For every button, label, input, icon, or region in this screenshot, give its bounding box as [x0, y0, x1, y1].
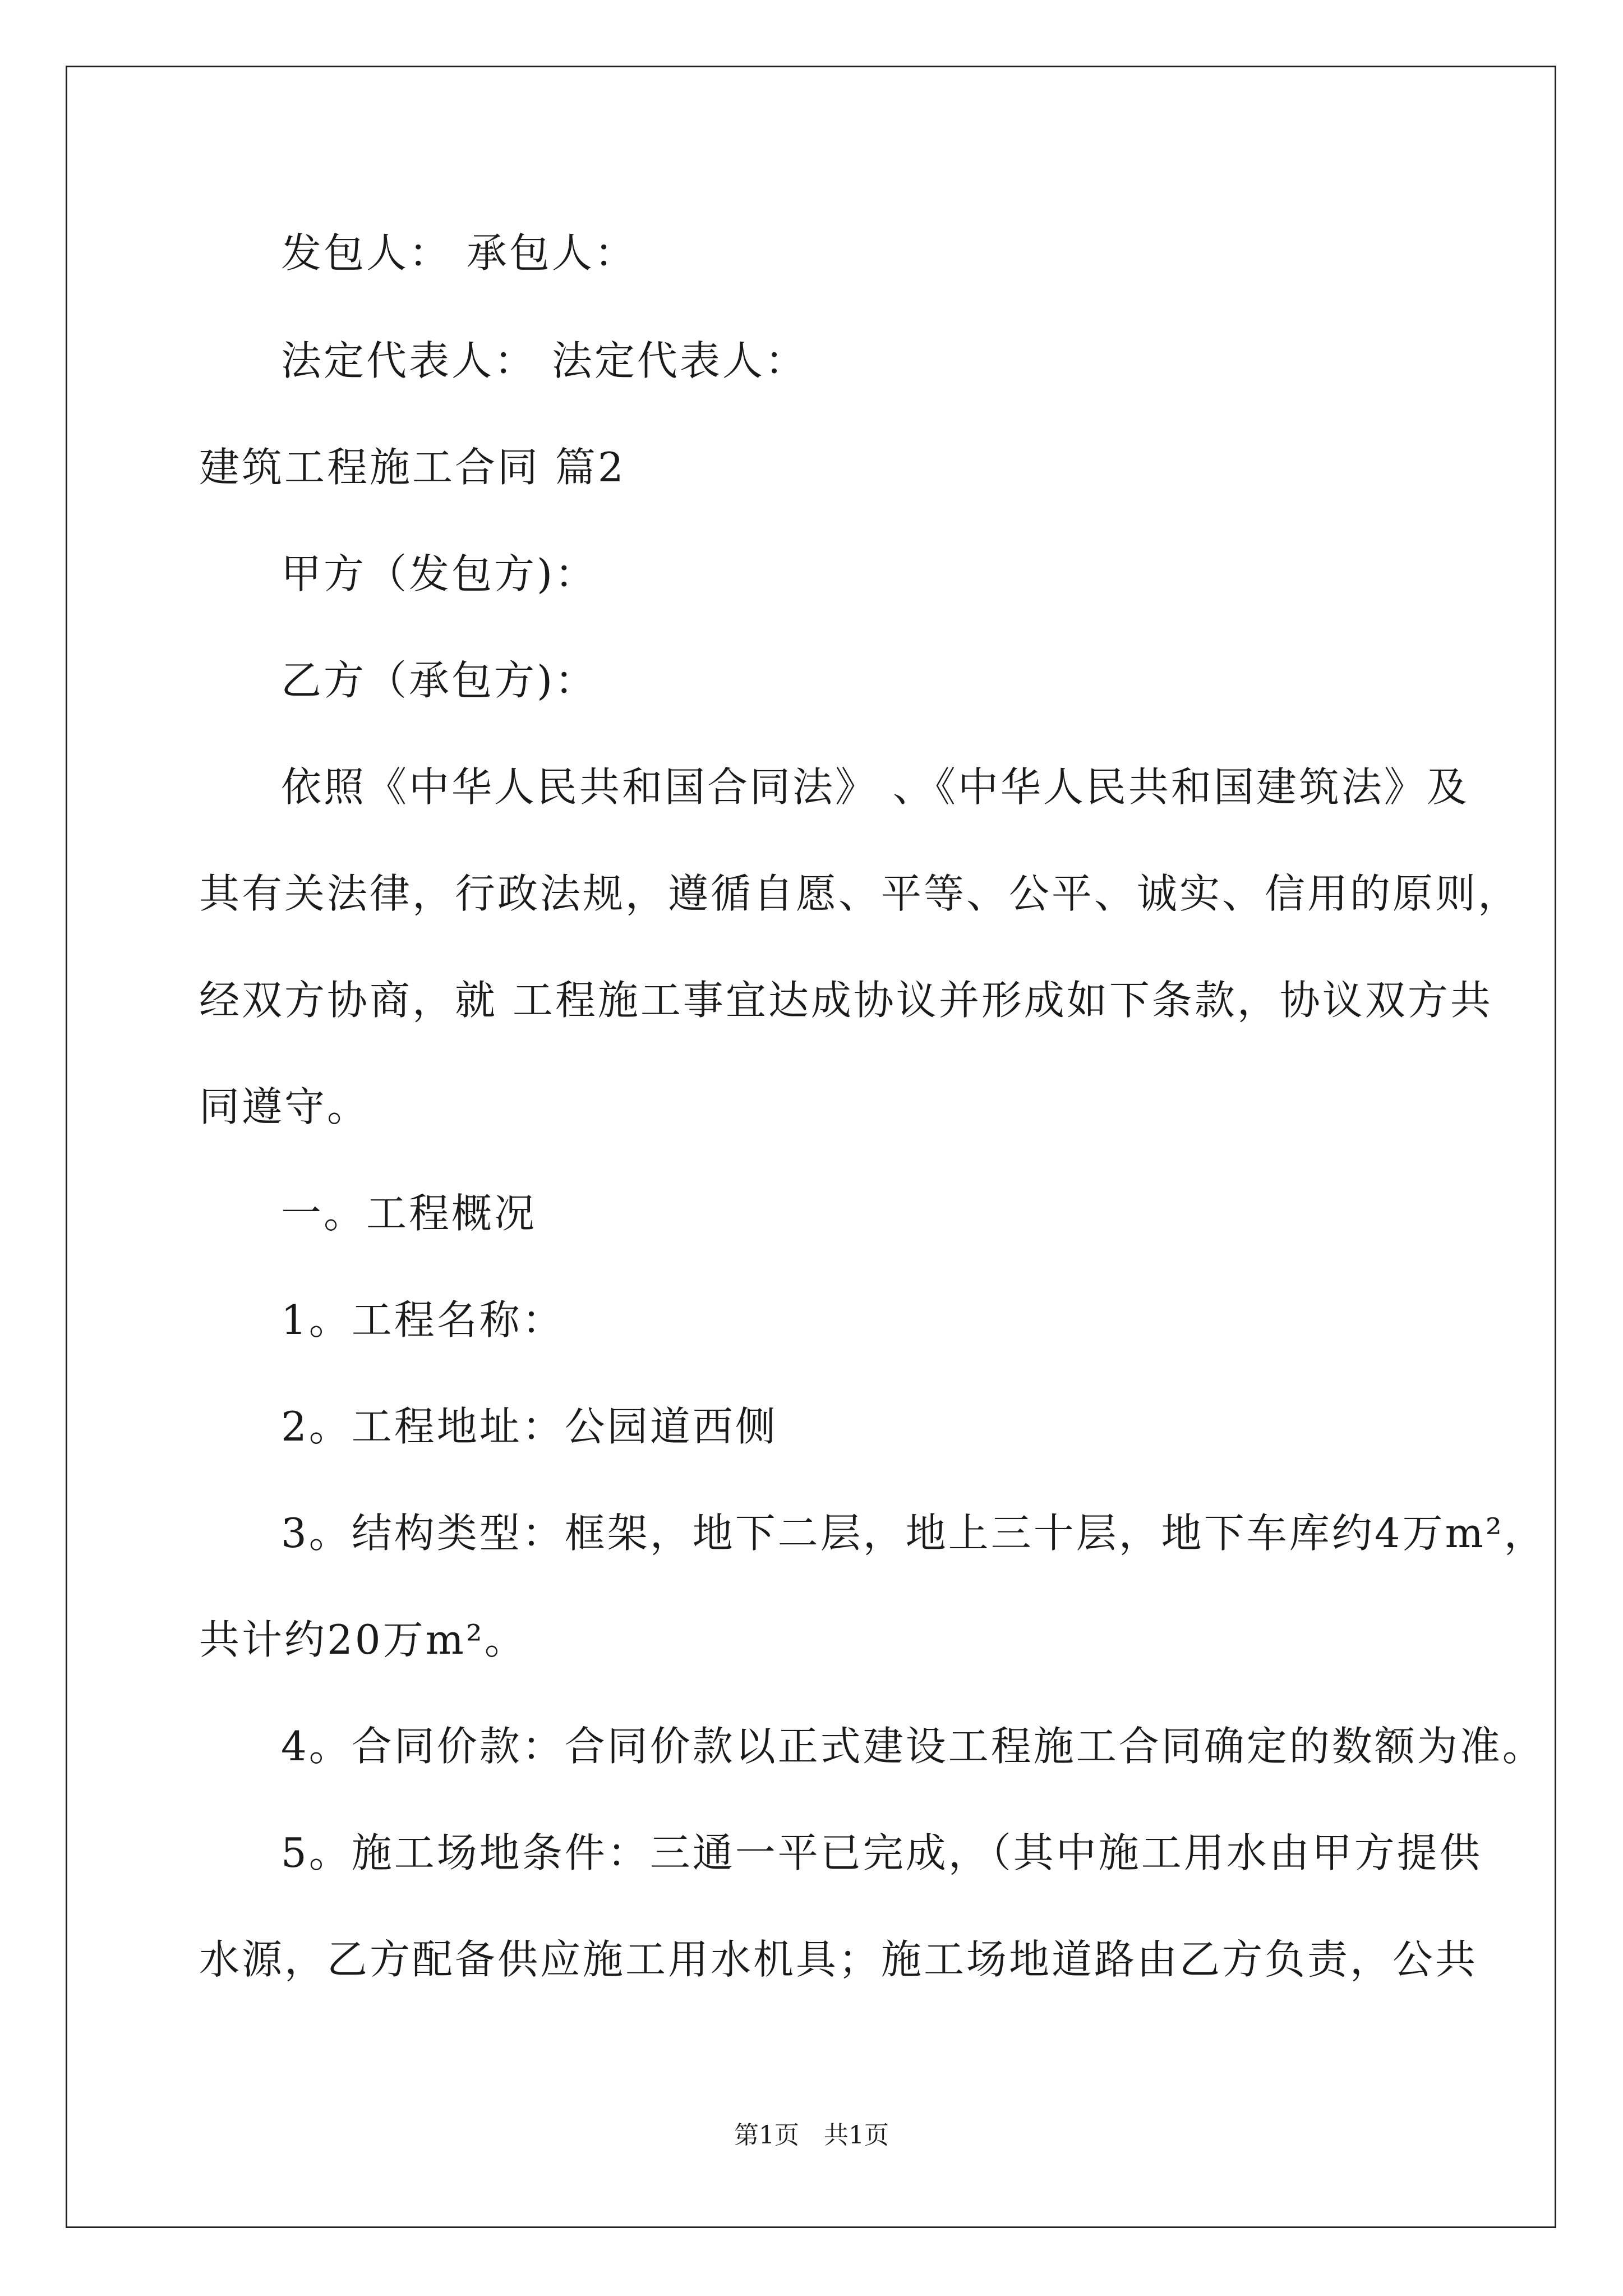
item-3-continued: 共计约20万m²。: [199, 1616, 527, 1663]
paragraph-line-1: 依照《中华人民共和国合同法》 、《中华人民共和国建筑法》及: [281, 763, 1469, 811]
paragraph-line-4: 同遵守。: [199, 1083, 370, 1130]
item-3: 3。结构类型：框架，地下二层，地上三十层，地下车库约4万m²，: [281, 1510, 1547, 1557]
line-1: 发包人： 承包人：: [281, 229, 637, 277]
section-heading: 建筑工程施工合同 篇2: [199, 444, 626, 491]
item-5-continued: 水源，乙方配备供应施工用水机具；施工场地道路由乙方负责，公共: [199, 1936, 1478, 1983]
item-5: 5。施工场地条件：三通一平已完成，（其中施工用水由甲方提供: [281, 1829, 1482, 1876]
subsection-heading: 一。工程概况: [281, 1190, 537, 1237]
page-footer: 第1页 共1页: [734, 2121, 889, 2150]
item-2: 2。工程地址：公园道西侧: [281, 1403, 778, 1450]
line-party-b: 乙方（承包方)：: [281, 657, 598, 704]
item-1: 1。工程名称：: [281, 1296, 565, 1343]
item-4: 4。合同价款：合同价款以正式建设工程施工合同确定的数额为准。: [281, 1723, 1545, 1770]
line-2: 法定代表人： 法定代表人：: [281, 337, 808, 384]
line-party-a: 甲方（发包方)：: [281, 550, 598, 597]
paragraph-line-3: 经双方协商，就 工程施工事宜达成协议并形成如下条款，协议双方共: [199, 977, 1493, 1024]
paragraph-line-2: 其有关法律，行政法规，遵循自愿、平等、公平、诚实、信用的原则，: [199, 870, 1521, 917]
